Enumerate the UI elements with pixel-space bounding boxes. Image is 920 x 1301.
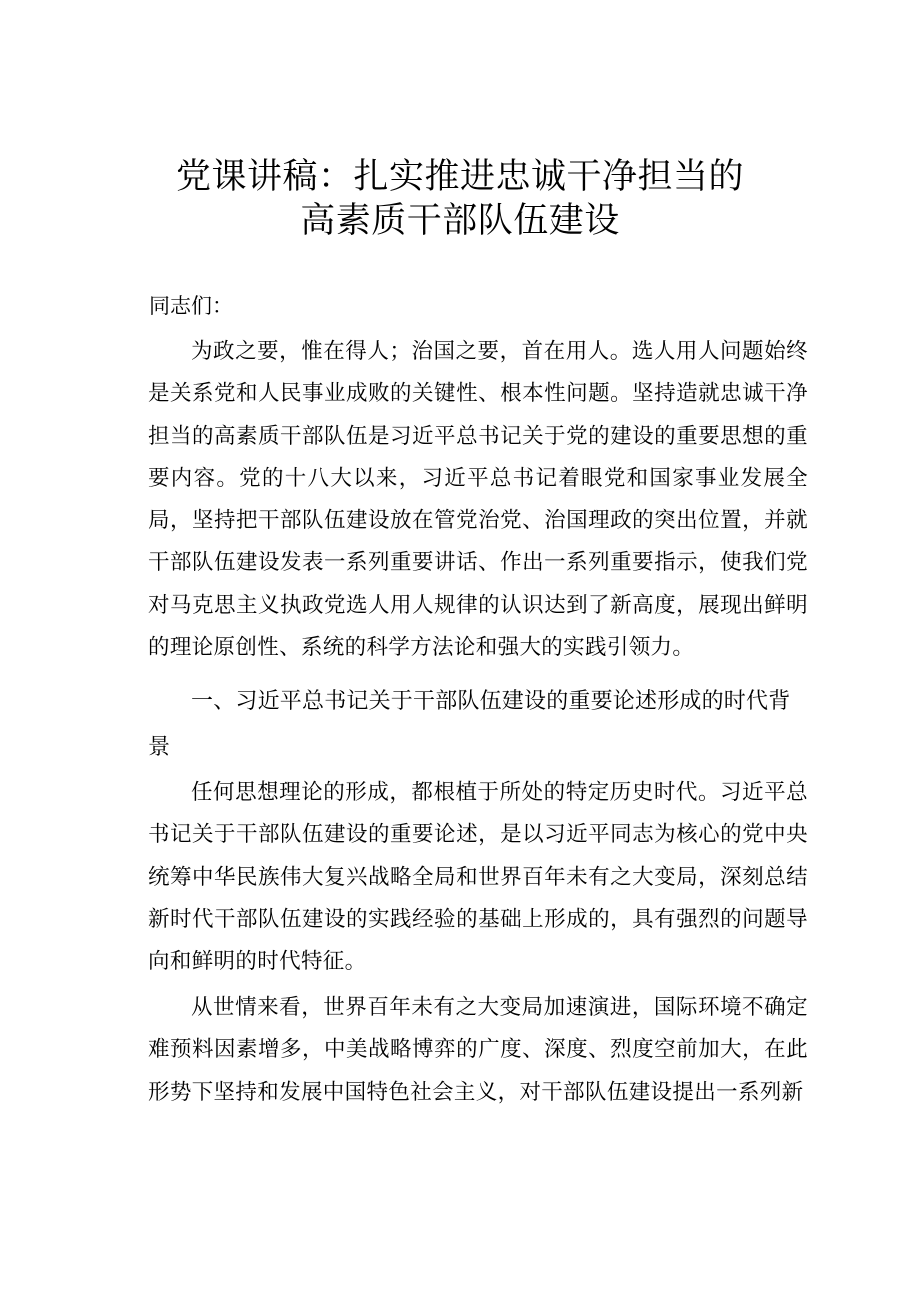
paragraph-background: 任何思想理论的形成，都根植于所处的特定历史时代。习近平总书记关于干部队伍建设的重要论述，是以习近平同志为核心的党中央统筹中华民族伟大复兴战略全局和世界百年未有之大变局，深刻总结新时代干部队伍建设的实践经验的基础上形成的，具有强烈的问题导向和鲜明的时代特征。: [148, 780, 808, 975]
document-title-line-2: 高素质干部队伍建设: [300, 201, 620, 241]
paragraph-intro: 为政之要，惟在得人；治国之要，首在用人。选人用人问题始终是关系党和人民事业成败的关键性、根本性问题。坚持造就忠诚干净担当的高素质干部队伍是习近平总书记关于党的建设的重要思想的重要内容。党的十八大以来，习近平总书记着眼党和国家事业发展全局，坚持把干部队伍建设放在管党治党、治国理政的突出位置，并就干部队伍建设发表一系列重要讲话、作出一系列重要指示，使我们党对马克思主义执政党选人用人规律的认识达到了新高度，展现出鲜明的理论原创性、系统的科学方法论和强大的实践引领力。: [148, 339, 808, 661]
salutation: 同志们：: [149, 294, 233, 318]
section-heading-1: 一、习近平总书记关于干部队伍建设的重要论述形成的时代背景: [148, 689, 791, 760]
paragraph-world-situation: 从世情来看，世界百年未有之大变局加速演进，国际环境不确定难预料因素增多，中美战略博弈的广度、深度、烈度空前加大，在此形势下坚持和发展中国特色社会主义，对干部队伍建设提出一系列新: [148, 995, 808, 1105]
document-title-line-1: 党课讲稿：扎实推进忠诚干净担当的: [175, 157, 744, 197]
